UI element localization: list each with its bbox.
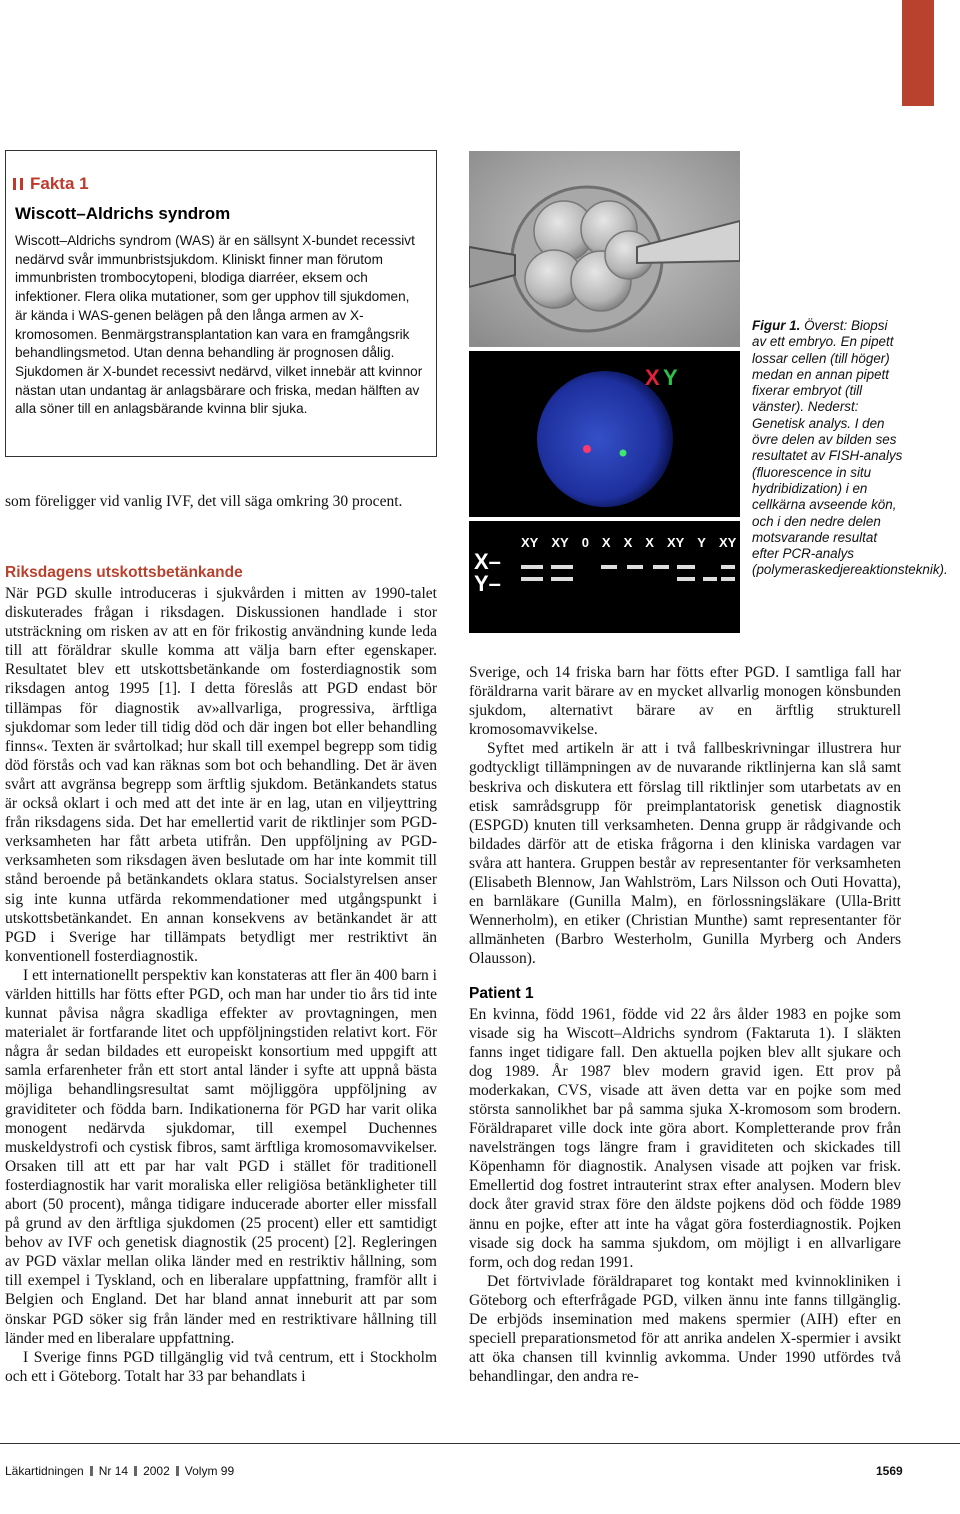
gel-lane-label: XY	[666, 535, 685, 550]
gel-lane-label: X	[601, 535, 611, 550]
fish-x-label: X	[645, 365, 660, 390]
footer-separator	[176, 1466, 179, 1476]
footer-journal-info	[5, 1464, 234, 1478]
gel-x-marker: X–	[474, 549, 501, 574]
gel-marker-labels	[474, 551, 501, 595]
gel-band	[653, 565, 669, 569]
gel-band	[677, 565, 695, 569]
gel-band	[551, 577, 573, 581]
gel-band	[601, 565, 617, 569]
footer-divider	[0, 1443, 960, 1444]
section-heading-riksdagen: Riksdagens utskottsbetänkande	[5, 564, 243, 581]
right-paragraph-4: Det förtvivlade föräldraparet tog kontakt med kvinnokliniken i Göteborg och efterfrågade PGD, vilken ännu inte fanns tillgänglig. De erbjöds insemination med makens spermier (AIH) efter en speciell preparationsmetod för att anrika andelen X-spermier i avsikt att öka chansen till kvinnlig avkomma. Under 1990 utfördes två behandlingar, den andra re-	[469, 1272, 901, 1386]
fact-box-label-text: Fakta 1	[30, 174, 89, 193]
figure-caption	[752, 318, 948, 579]
left-column	[5, 548, 437, 1386]
gel-lane-label: X	[623, 535, 633, 550]
footer-separator	[90, 1466, 93, 1476]
footer-issue: Nr 14	[98, 1464, 129, 1478]
footer-separator	[134, 1466, 137, 1476]
page-number: 1569	[876, 1464, 903, 1478]
right-paragraph-3: En kvinna, född 1961, födde vid 22 års ålder 1983 en pojke som visade sig ha Wiscott–Aldrichs syndrom (Faktaruta 1). I släkten fanns inget tidigare fall. Den aktuella pojken blev allt sjukare och dog 1989. År 1987 blev modern gravid igen. Ett prov på moderkakan, CVS, visade att även detta var en pojke som med största sannolikhet bar på samma sjuka X-kromosom som brodern. Föräldraparet ville dock inte göra abort. Kompletterande prov från navelsträngen togs längre fram i graviditeten och skickades till Köpenhamn för diagnostik. Analysen visade att pojken var frisk. Emellertid dog fostret intrauterint strax efter analysen. Modern blev dock åter gravid strax före den äldste pojkens död och födde 1989 ännu en pojke, efter att inte ha vågat göra fosterdiagnostik. Pojken visade sig dock ha samma sjukdom, om möjligt i en allvarligare form, och dog redan 1991.	[469, 1005, 901, 1271]
gel-band	[677, 577, 695, 581]
gel-lane-label: XY	[551, 535, 569, 550]
footer-year: 2002	[143, 1464, 170, 1478]
gel-band	[551, 565, 573, 569]
right-column	[469, 663, 901, 1386]
fact-box-label	[13, 174, 89, 194]
left-paragraph-2: I ett internationellt perspektiv kan konstateras att fler än 400 barn i världen hittills har fötts efter PGD, och man har under tio års tid inte kunnat påvisa några skadliga effekter av provtagningen, men materialet är fortfarande litet och uppföljningstiden relativt kort. För några år sedan bildades ett europeiskt konsortium med uppgift att samla erfarenheter från ett stort antal länder i syfte att uppnå bästa möjliga behandlingsresultat samt möjliggöra uppföljning av graviditeter och födda barn. Indikationerna för PGD har varit olika monogent nedärvda sjukdomar, till exempel Duchennes muskeldystrofi och cystisk fibros, samt ärftliga kromosomavvikelser. Orsaken till att ett par har valt PGD i stället för traditionell fosterdiagnostik har varit moraliska eller religiösa betänkligheter till abort (50 procent), många tidigare inducerade aborter eller missfall på grund av den ärftliga sjukdomen (25 procent) eller ett samtidigt behov av IVF och genetisk diagnostik (25 procent) [2]. Regleringen av PGD växlar mellan olika länder med en restriktiv hållning, som till exempel i Tyskland, och en liberalare uppfattning, framför allt i Belgien och England. Det har bland annat inneburit att par som önskar PGD söker sig från länder med en restriktivare hållning till länder med en liberalare uppfattning.	[5, 966, 437, 1347]
caption-label: Figur 1.	[752, 318, 801, 333]
gel-lane-label: XY	[718, 535, 737, 550]
fact-bars-icon	[13, 178, 23, 190]
section-heading-patient-1: Patient 1	[469, 984, 534, 1002]
gel-band	[627, 565, 643, 569]
gel-lane-label: XY	[521, 535, 539, 550]
fish-y-label: Y	[663, 365, 678, 390]
gel-y-marker: Y–	[474, 571, 501, 596]
left-paragraph-3: I Sverige finns PGD tillgänglig vid två centrum, ett i Stockholm och ett i Göteborg. Totalt har 33 par behandlats i	[5, 1348, 437, 1385]
gel-lane-label: 0	[581, 535, 589, 550]
footer-volume: Volym 99	[184, 1464, 235, 1478]
left-paragraph-1: När PGD skulle introduceras i sjukvården i mitten av 1990-talet diskuterades frågan i riksdagen. Diskussionen handlade i stor utsträckning om risken av att en för frikostig användning kunde leda till att föräldrar skulle komma att välja barn efter egenskaper. Resultatet blev ett utskottsbetänkande om fosterdiagnostik som riksdagen antog 1995 [1]. I detta föreslås att PGD endast bör tillämpas för diagnostik av»allvarliga, progressiva, ärftliga sjukdomar som leder till tidig död och där ingen bot eller behandling finns«. Texten är svårtolkad; hur skall till exempel begrepp som tidig död förstås och vad kan räknas som bot och behandling. Det är även svårt att avgränsa begrepp som ärftlig sjukdom. Betänkandets status är också oklart i och med att det inte är en lag, utan en viljeyttring från riksdagens sida. Det har emellertid varit de riktlinjer som PGD-verksamheten har fått arbeta utifrån. Den uppföljning av PGD-verksamheten som riksdagen även beslutade om har inte kommit till stånd beroende på betänkandets oklara status. Socialstyrelsen anser sig inte kunna utfärda rekommendationer med utgångspunkt i utskottsbetänkandet. En annan konsekvens av betänkandet är att PGD i Sverige har tillämpats betydligt mer restriktivt än konventionell fosterdiagnostik.	[5, 585, 437, 965]
right-paragraph-1: Sverige, och 14 friska barn har fötts efter PGD. I samtliga fall har föräldrarna varit bärare av en mycket allvarlig monogen könsbunden sjukdom, alternativt bärare av en ärftlig strukturell kromosomavvikelse.	[469, 664, 901, 739]
gel-lane-label: Y	[697, 535, 706, 550]
footer-journal: Läkartidningen	[5, 1464, 84, 1478]
gel-band	[521, 577, 543, 581]
gel-lane-labels	[521, 535, 740, 550]
left-column-intro	[5, 492, 437, 511]
page-accent-bar	[902, 0, 934, 106]
caption-text: Överst: Biopsi av ett embryo. En pipett lossar cellen (till höger) medan en annan pipett fixerar embryot (till vänster). Nederst: Genetisk analys. I den övre delen av bilden ses resultatet av FISH-analys (fluorescence in situ hydribidization) i en cellkärna avseende kön, och i den nedre delen motsvarande resultat efter PCR-analys (polymeraskedjereaktionsteknik).	[752, 318, 948, 578]
right-paragraph-2: Syftet med artikeln är att i två fallbeskrivningar illustrera hur godtyckligt tillämpningen av de nuvarande riktlinjerna kan slå samt beskriva och diskutera ett förslag till riktlinjer som utarbetats av en etisk samrådsgrupp för preimplantatorisk genetisk diagnostik (ESPGD) knuten till verksamheten. Denna grupp är rådgivande och bildades därför att de etiska frågorna i den kliniska vardagen var svåra att hantera. Gruppen består av representanter för verksamheten (Elisabeth Blennow, Jan Wahlström, Lars Nilsson och Outi Hovatta), en barnläkare (Gunilla Malm), en förlossningsläkare (Ulla-Britt Wennerholm), en etiker (Christian Munthe) samt representanter för allmänheten (Barbro Westerholm, Gunilla Myrberg och Anders Olausson).	[469, 740, 901, 968]
gel-lane-label: X	[645, 535, 654, 550]
embryo-biopsy-photo	[469, 151, 740, 347]
gel-band	[521, 565, 543, 569]
fish-analysis-image	[469, 351, 740, 517]
fish-nucleus-graphic	[469, 351, 740, 517]
left-intro-paragraph: som föreligger vid vanlig IVF, det vill säga omkring 30 procent.	[5, 493, 403, 510]
fact-box-title: Wiscott–Aldrichs syndrom	[15, 204, 231, 223]
gel-band	[703, 577, 717, 581]
gel-band	[721, 577, 735, 581]
gel-band	[721, 565, 735, 569]
fact-box-body: Wiscott–Aldrichs syndrom (WAS) är en sällsynt X-bundet recessivt nedärvd svår immunbristsjukdom. Kliniskt finner man förutom immunbristen trombocytopeni, blodiga diarréer, eksem och infektioner. Flera olika mutationer, som ger upphov till sjukdomen, är kända i WAS-genen belägen på den långa armen av X-kromosomen. Benmärgstransplantation kan vara en framgångsrik behandlingsmetod. Utan denna behandling är prognosen dålig. Sjukdomen är X-bundet recessivt nedärvd, vilket innebär att kvinnor nästan utan undantag är anlagsbärare och friska, medan hälften av alla söner till en anlagsbärande kvinna blir sjuka.	[15, 233, 423, 417]
pcr-gel-image	[469, 521, 740, 633]
